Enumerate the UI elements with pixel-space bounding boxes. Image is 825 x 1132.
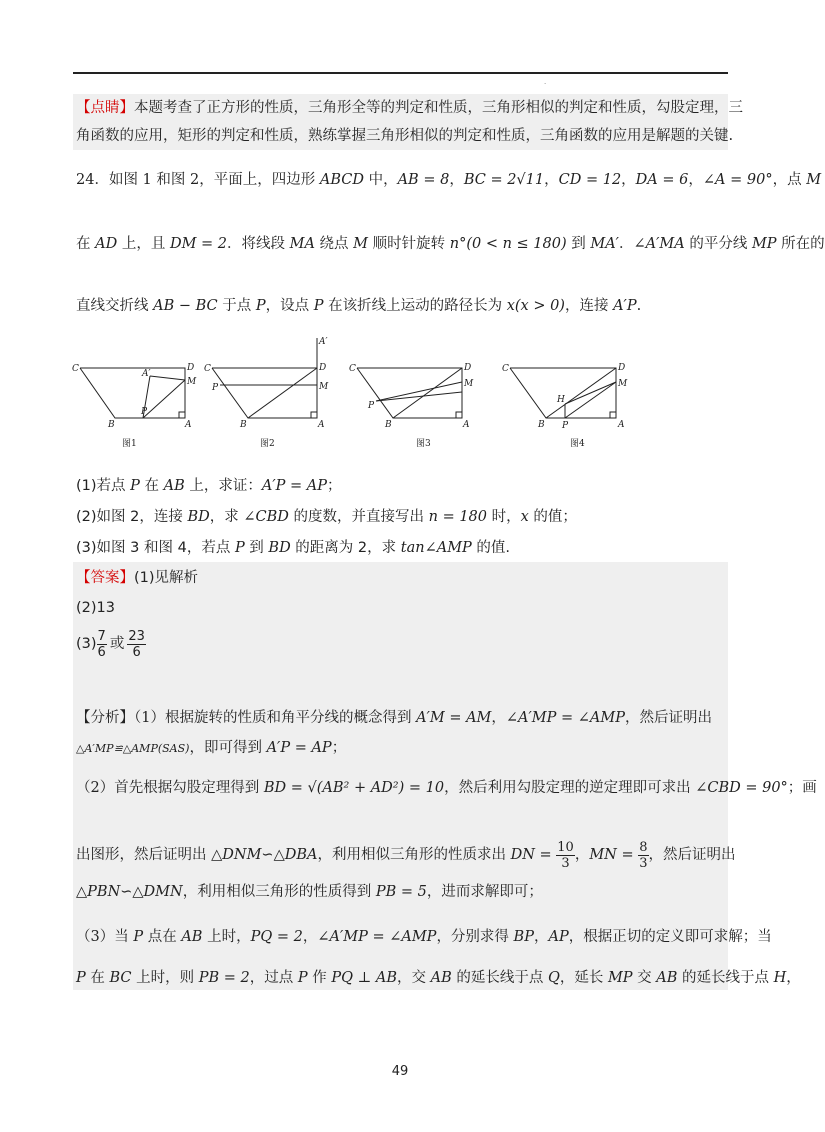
a7-m0: P [76, 970, 86, 986]
a7-t13: ，延长 [559, 970, 608, 986]
a4-f1-num: 10 [557, 839, 574, 855]
p1-m3: AB = 8 [397, 172, 450, 188]
f2-num: 23 [128, 628, 145, 644]
q2-m5: n = 180 [428, 509, 488, 525]
geometry-figures [60, 330, 660, 455]
a7-m16: AB [656, 970, 678, 986]
fig2-right-angle [311, 412, 317, 418]
figure-2 [212, 338, 317, 418]
p2-t14: 的平分线 [684, 236, 752, 252]
fig4-label-c: C [502, 364, 509, 374]
a7-m18: H [773, 970, 787, 986]
analysis-line-1 [76, 708, 712, 728]
fig3-label-d: D [464, 363, 472, 373]
fig2-quad [212, 368, 317, 418]
a7-m4: PB = 2 [198, 970, 250, 986]
p3-t10: . [636, 298, 642, 314]
fig3-label-b: B [385, 420, 392, 430]
fig4-bd [546, 368, 616, 418]
answer-line-3 [76, 626, 146, 662]
fig1-label-m: M [187, 377, 197, 387]
p3-t8: ，连接 [564, 298, 614, 314]
answer-2: (2)13 [76, 600, 115, 616]
analysis-line-2 [76, 738, 346, 759]
a4-t6: ， [574, 847, 590, 863]
a6-m9: BP [513, 929, 534, 945]
a7-t11: 的延长线于点 [451, 970, 548, 986]
p1-m9: DA = 6 [635, 172, 689, 188]
q1-t0: (1)若点 [76, 478, 131, 494]
a7-m2: BC [109, 970, 132, 986]
a4-t10: ，然后证明出 [648, 847, 736, 863]
a5-m0: △PBN∽△DMN [76, 884, 183, 900]
problem-line-2 [76, 234, 825, 254]
header-mark: . [544, 78, 547, 86]
analysis-line-5 [76, 882, 543, 902]
a4-t0: 出图形，然后证明出 [76, 847, 212, 863]
a4-f2-num: 8 [639, 839, 648, 855]
analysis-tag: 【分析】 [76, 710, 134, 726]
a7-t17: 的延长线于点 [677, 970, 774, 986]
fig4-right-angle [610, 412, 616, 418]
fig1-right-angle [179, 412, 185, 418]
p2-t2: 上，且 [117, 236, 170, 252]
p2-t4: ．将线段 [227, 236, 290, 252]
p1-m5: BC = 2√11 [463, 172, 545, 188]
fig1-label-a: A [185, 420, 192, 430]
fig4-label-h: H [557, 395, 565, 405]
a6-t6: ， [302, 929, 318, 945]
analysis-line-4 [76, 838, 736, 872]
a7-t5: ，过点 [249, 970, 298, 986]
p1-t12: ，点 [772, 172, 807, 188]
a7-t9: ，交 [396, 970, 431, 986]
fig2-label-p: P [212, 383, 219, 393]
a3-t2: ，然后利用勾股定理的逆定理即可求出 [444, 780, 696, 796]
dianjing-tag: 【点睛】 [76, 100, 134, 116]
fig1-caption: 图1 [122, 439, 137, 449]
q3-t6: 的值. [471, 540, 511, 556]
q2-m1: BD [187, 509, 210, 525]
q2-t2: ，求 [209, 509, 244, 525]
a3-m1: BD = √(AB² + AD²) = 10 [263, 780, 445, 796]
a3-m3: ∠CBD = 90° [695, 780, 788, 796]
a4-m7: MN = [589, 847, 639, 863]
a4-m1: △DNM∽△DBA [211, 847, 318, 863]
p3-m5: P [313, 298, 324, 314]
a2-t3: ； [331, 740, 347, 756]
problem-line-1 [76, 170, 821, 190]
fig2-label-a-prime: A′ [319, 337, 328, 347]
answer-line-2 [76, 598, 115, 618]
answer-fraction-2 [127, 629, 146, 660]
p2-t0: 在 [76, 236, 96, 252]
a4-f2-den: 3 [639, 855, 648, 871]
a7-m10: AB [430, 970, 452, 986]
fig4-pm [565, 382, 616, 418]
a7-t15: 交 [632, 970, 657, 986]
fig4-mp [565, 382, 616, 404]
fig1-label-p: P [141, 407, 148, 417]
p2-t6: 绕点 [314, 236, 354, 252]
fig1-seg-am [150, 376, 185, 380]
question-2 [76, 507, 577, 527]
a7-t3: 上时，则 [131, 970, 199, 986]
a4-t2: ，利用相似三角形的性质求出 [317, 847, 511, 863]
a5-t3: ，进而求解即可； [426, 884, 543, 900]
p1-m1: ABCD [319, 172, 364, 188]
fig3-right-angle [456, 412, 462, 418]
a6-m5: PQ = 2 [250, 929, 303, 945]
a4-m3: DN = [510, 847, 557, 863]
q2-t8: 的值； [528, 509, 577, 525]
answer-tag: 【答案】 [76, 570, 134, 586]
fig3-label-p: P [368, 401, 375, 411]
q1-m3: AB [163, 478, 185, 494]
p2-m11: MA′ [590, 236, 619, 252]
solution-block [73, 562, 728, 990]
q2-t0: (2)如图 2，连接 [76, 509, 188, 525]
p3-t0: 直线交折线 [76, 298, 154, 314]
q1-t2: 在 [139, 478, 164, 494]
q3-t2: 到 [244, 540, 269, 556]
a7-m12: Q [547, 970, 560, 986]
p2-t8: 顺时针旋转 [368, 236, 450, 252]
figure-4 [510, 368, 616, 418]
a7-t19: ， [786, 970, 801, 986]
a4-f1-den: 3 [561, 855, 570, 871]
header-rule [73, 72, 728, 74]
f2-den: 6 [132, 644, 141, 660]
p1-t8: ， [621, 172, 636, 188]
question-1 [76, 476, 342, 496]
q2-t4: 的度数，并直接写出 [288, 509, 429, 525]
p3-m1: AB − BC [153, 298, 218, 314]
p2-m13: ∠A′MA [633, 236, 685, 252]
problem-line-3 [76, 296, 641, 316]
fig2-label-a: A [318, 420, 325, 430]
fig2-label-b: B [240, 420, 247, 430]
a1-m3: ∠A′MP = ∠AMP [505, 710, 625, 726]
analysis-line-7 [76, 968, 801, 988]
p1-t10: ， [688, 172, 703, 188]
dianjing-line-2 [76, 126, 733, 146]
p2-m3: DM = 2 [169, 236, 228, 252]
a5-t1: ，利用相似三角形的性质得到 [182, 884, 376, 900]
q3-m3: BD [268, 540, 291, 556]
a5-m2: PB = 5 [375, 884, 427, 900]
question-3 [76, 538, 510, 558]
fig4-label-b: B [538, 420, 545, 430]
fig2-label-m: M [319, 382, 329, 392]
fig2-label-c: C [204, 364, 211, 374]
p2-t12: ． [618, 236, 634, 252]
a1-t4: ，然后证明出 [625, 710, 712, 726]
p1-m7: CD = 12 [558, 172, 622, 188]
p2-t10: 到 [566, 236, 591, 252]
q2-t6: 时， [487, 509, 521, 525]
a1-t0: （1）根据旋转的性质和角平分线的概念得到 [134, 710, 417, 726]
answer-fraction-1 [97, 629, 107, 660]
fig2-caption: 图2 [260, 439, 275, 449]
analysis-line-3 [76, 778, 817, 798]
q3-m1: P [234, 540, 245, 556]
fig3-caption: 图3 [416, 439, 431, 449]
p1-m13: M [806, 172, 822, 188]
p1-t6: ， [544, 172, 559, 188]
a3-t4: ；画 [787, 780, 817, 796]
a6-t2: 点在 [143, 929, 182, 945]
fig4-caption: 图4 [570, 439, 585, 449]
q1-m1: P [130, 478, 140, 494]
a6-t10: ， [533, 929, 549, 945]
a6-t12: ，根据正切的定义即可求解；当 [568, 929, 772, 945]
a7-m14: MP [607, 970, 633, 986]
dianjing-line-1 [76, 98, 743, 118]
p2-m5: MA [289, 236, 315, 252]
page-number: 49 [391, 1064, 409, 1079]
a7-t7: 作 [307, 970, 332, 986]
p1-t4: ， [449, 172, 464, 188]
answer-1: (1)见解析 [134, 570, 199, 586]
a1-m1: A′M = AM [416, 710, 492, 726]
a2-m2: A′P = AP [266, 740, 332, 756]
figure-1 [80, 368, 185, 418]
answer-3-prefix: (3) [76, 636, 97, 652]
fig4-label-d: D [618, 363, 626, 373]
fig1-label-d: D [187, 363, 195, 373]
p1-m11: ∠A = 90° [702, 172, 773, 188]
a6-m7: ∠A′MP = ∠AMP [317, 929, 437, 945]
f1-den: 6 [97, 644, 106, 660]
p3-m3: P [255, 298, 266, 314]
p1-t0: 24．如图 1 和图 2，平面上，四边形 [76, 172, 320, 188]
fig2-label-d: D [319, 363, 327, 373]
p3-t4: ，设点 [265, 298, 314, 314]
a2-m0: △A′MP≌△AMP(SAS) [76, 742, 190, 755]
a6-t8: ，分别求得 [436, 929, 514, 945]
a6-m11: AP [548, 929, 569, 945]
fig2-bd [248, 368, 317, 418]
dianjing-text-2: 角函数的应用，矩形的判定和性质，熟练掌握三角形相似的判定和性质，三角函数的应用是解题的关键. [76, 128, 734, 144]
a6-m3: AB [181, 929, 203, 945]
a6-t0: （3）当 [76, 929, 134, 945]
a1-t2: ， [491, 710, 506, 726]
fig3-label-a: A [463, 420, 470, 430]
a4-frac-1 [556, 840, 575, 871]
f1-num: 7 [97, 628, 106, 644]
fig1-label-b: B [108, 420, 115, 430]
fig3-label-c: C [349, 364, 356, 374]
p2-t16: 所在的 [776, 236, 825, 252]
a3-t0: （2）首先根据勾股定理得到 [76, 780, 264, 796]
a6-t4: 上时， [202, 929, 251, 945]
q2-m7: x [520, 509, 529, 525]
p3-t2: 于点 [217, 298, 256, 314]
answer-or: 或 [109, 636, 125, 652]
fig1-label-c: C [72, 364, 79, 374]
q1-t4: 上，求证： [184, 478, 262, 494]
q2-m3: ∠CBD [243, 509, 289, 525]
analysis-line-6 [76, 927, 772, 947]
p2-m15: MP [751, 236, 777, 252]
p3-t6: 在该折线上运动的路径长为 [323, 298, 507, 314]
fig4-label-a: A [618, 420, 625, 430]
p2-m9: n°(0 < n ≤ 180) [449, 236, 567, 252]
a7-m6: P [297, 970, 308, 986]
q1-m5: A′P = AP [261, 478, 328, 494]
fig1-quad [80, 368, 185, 418]
p3-m7: x(x > 0) [506, 298, 565, 314]
answer-line-1 [76, 568, 198, 588]
a7-m8: PQ ⊥ AB [331, 970, 397, 986]
a7-t1: 在 [85, 970, 110, 986]
fig4-label-m: M [618, 379, 628, 389]
q3-t0: (3)如图 3 和图 4，若点 [76, 540, 235, 556]
fig4-label-p: P [562, 421, 569, 431]
dianjing-text-1: 本题考查了正方形的性质，三角形全等的判定和性质，三角形相似的判定和性质，勾股定理，三 [134, 100, 743, 116]
p3-m9: A′P [613, 298, 637, 314]
p2-m1: AD [95, 236, 118, 252]
q3-m5: tan∠AMP [400, 540, 472, 556]
a4-frac-2 [638, 840, 648, 871]
q1-t6: ； [327, 478, 342, 494]
p1-t2: 中， [363, 172, 398, 188]
p2-m7: M [353, 236, 369, 252]
a2-t1: ，即可得到 [189, 740, 267, 756]
a6-m1: P [133, 929, 144, 945]
q3-t4: 的距离为 2，求 [290, 540, 401, 556]
fig3-label-m: M [464, 379, 474, 389]
fig1-label-a-prime: A′ [142, 369, 151, 379]
fig3-mp [376, 382, 462, 401]
